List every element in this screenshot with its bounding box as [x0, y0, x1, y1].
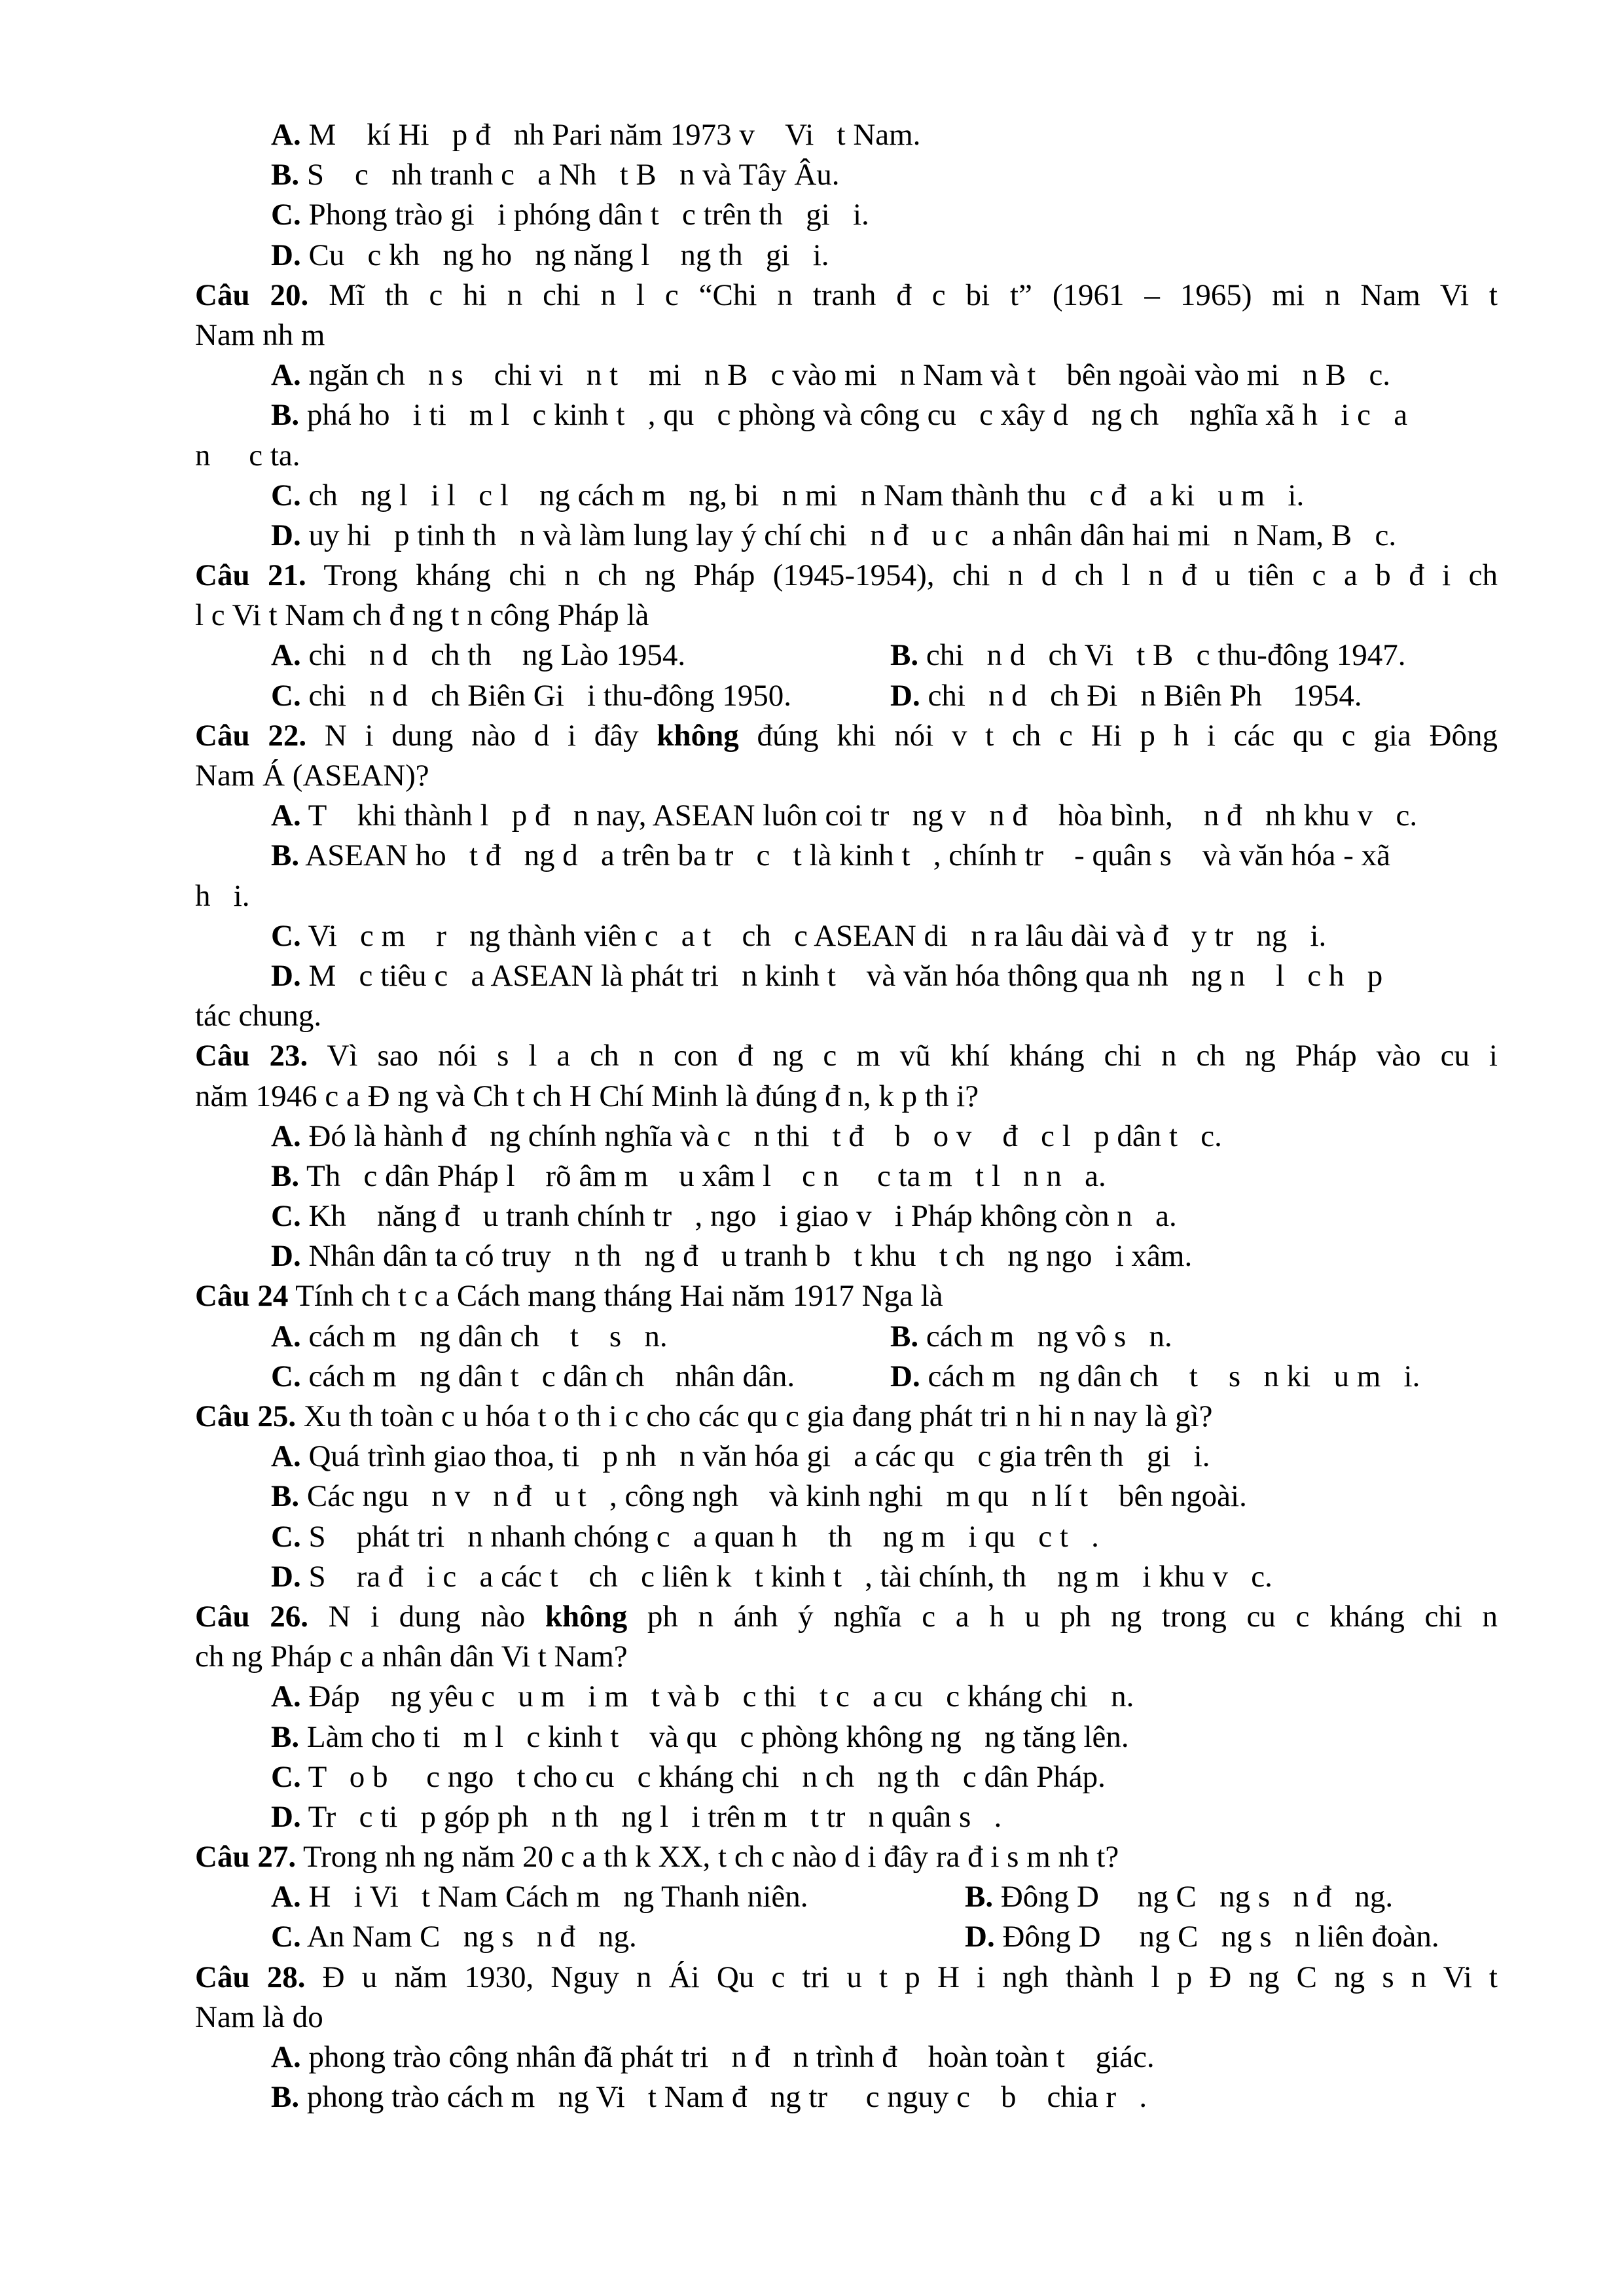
line-text: phá ho i ti m l c kinh t , qu c phòng và công cu c xây d ng ch nghĩa xã h i c a [299, 398, 1408, 433]
answer-option [271, 676, 890, 716]
answer-option-row [195, 636, 1498, 675]
line-text: ASEAN ho t đ ng d a trên ba tr c t là kinh t , chính tr - quân s và văn hóa - xã [299, 838, 1390, 873]
option-label: D. [965, 1920, 995, 1954]
option-text: cách m ng dân ch t s n ki u m i. [920, 1359, 1420, 1393]
answer-option [271, 1357, 890, 1397]
line-text: tác chung. [195, 999, 322, 1033]
answer-option-row [195, 676, 1498, 716]
question-stem [195, 1077, 1498, 1117]
answer-option [195, 836, 1498, 876]
question-number: Câu 28. [195, 1960, 306, 1994]
option-label: B. [271, 1158, 300, 1193]
answer-option [195, 236, 1498, 276]
line-text: Xu th toàn c u hóa t o th i c cho các qu c gia đang phát tri n hi n nay là gì? [296, 1399, 1213, 1433]
option-label: C. [271, 1759, 301, 1794]
option-label: A. [271, 638, 301, 673]
answer-option [195, 1757, 1498, 1797]
answer-option [195, 1157, 1498, 1196]
option-label: D. [890, 1359, 920, 1393]
option-label: B. [965, 1880, 994, 1914]
line-text: T khi thành l p đ n nay, ASEAN luôn coi tr ng v n đ hòa bình, n đ nh khu v c. [300, 798, 1418, 833]
line-text: M c tiêu c a ASEAN là phát tri n kinh t và văn hóa thông qua nh ng n l c h p [300, 958, 1383, 993]
answer-option [195, 1517, 1498, 1557]
question-stem [195, 276, 1498, 315]
answer-option [195, 1437, 1498, 1477]
option-text: Đông D ng C ng s n liên đoàn. [994, 1920, 1439, 1954]
answer-option [965, 1877, 1393, 1917]
answer-option [965, 1917, 1439, 1957]
line-text: N i dung nào d i đây không đúng khi nói v t ch c Hi p h i các qu c gia Đông [306, 718, 1498, 753]
question-stem [195, 1837, 1498, 1877]
line-text: Cu c kh ng ho ng năng l ng th gi i. [300, 238, 829, 272]
option-label: C. [271, 198, 301, 232]
question-stem [195, 756, 1498, 796]
line-text: Đ u năm 1930, Nguy n Ái Qu c tri u t p H i ngh thành l p Đ ng C ng s n Vi t [305, 1960, 1498, 1994]
option-label: A. [271, 118, 301, 152]
line-text: S ra đ i c a các t ch c liên k t kinh t , tài chính, th ng m i khu v c. [300, 1559, 1272, 1594]
line-text: Các ngu n v n đ u t , công ngh và kinh nghi m qu n lí t bên ngoài. [299, 1479, 1247, 1514]
answer-option [890, 636, 1405, 675]
question-stem [195, 596, 1498, 636]
line-text: Vi c m r ng thành viên c a t ch c ASEAN di n ra lâu dài và đ y tr ng i. [300, 918, 1327, 953]
question-number: Câu 20. [195, 278, 309, 312]
option-label: A. [271, 798, 301, 833]
answer-option [195, 155, 1498, 195]
line-text: Nam nh m [195, 317, 325, 352]
option-label: D. [271, 1559, 301, 1594]
answer-option [195, 2037, 1498, 2077]
option-label: C. [271, 1519, 301, 1554]
answer-option [195, 1236, 1498, 1276]
answer-option [195, 1557, 1498, 1597]
answer-option [195, 1477, 1498, 1516]
line-text: Th c dân Pháp l rõ âm m u xâm l c n c ta m t l n n a. [299, 1158, 1106, 1193]
answer-option [195, 2077, 1498, 2117]
line-text: Nam Á (ASEAN)? [195, 759, 429, 793]
answer-option [195, 916, 1498, 956]
exam-questions [195, 115, 1498, 2117]
answer-option [890, 1357, 1420, 1397]
option-label: D. [271, 958, 301, 993]
line-text: N i dung nào không ph n ánh ý nghĩa c a h u ph ng trong cu c kháng chi n [308, 1599, 1498, 1634]
option-label: B. [271, 398, 300, 433]
answer-option [271, 636, 890, 675]
option-label: A. [271, 1880, 301, 1914]
option-label: C. [271, 1359, 301, 1393]
option-label: B. [271, 1479, 300, 1514]
option-label: B. [890, 1319, 919, 1354]
answer-option [890, 1317, 1172, 1357]
option-label: C. [271, 1199, 301, 1234]
question-number: Câu 25. [195, 1399, 297, 1433]
answer-option [195, 115, 1498, 155]
option-label: A. [271, 1319, 301, 1354]
question-stem [195, 1036, 1498, 1076]
line-text: Vì sao nói s l a ch n con đ ng c m vũ khí kháng chi n ch ng Pháp vào cu i [308, 1039, 1498, 1073]
option-label: C. [271, 1920, 301, 1954]
question-stem [195, 716, 1498, 756]
option-text: cách m ng dân ch t s n. [300, 1319, 668, 1354]
line-text: h i. [195, 878, 250, 913]
answer-option [195, 1677, 1498, 1717]
answer-option-row [195, 1317, 1498, 1357]
line-text: S c nh tranh c a Nh t B n và Tây Âu. [299, 158, 840, 192]
line-text: Làm cho ti m l c kinh t và qu c phòng không ng ng tăng lên. [299, 1719, 1129, 1754]
option-text: chi n d ch Biên Gi i thu-đông 1950. [300, 678, 792, 713]
question-number: Câu 22. [195, 718, 307, 753]
option-label: C. [271, 918, 301, 953]
option-label: B. [890, 638, 919, 673]
line-text: Tính ch t c a Cách mang tháng Hai năm 1917 Nga là [288, 1279, 943, 1314]
option-text: chi n d ch Vi t B c thu-đông 1947. [918, 638, 1406, 673]
option-label: B. [271, 2080, 300, 2115]
answer-option [271, 1917, 965, 1957]
line-text: Quá trình giao thoa, ti p nh n văn hóa gi a các qu c gia trên th gi i. [300, 1439, 1210, 1474]
answer-option [195, 796, 1498, 836]
line-text: ch ng l i l c l ng cách m ng, bi n mi n Nam thành thu c đ a ki u m i. [300, 478, 1305, 512]
line-text: Phong trào gi i phóng dân t c trên th gi i. [300, 198, 869, 232]
option-label: D. [271, 518, 301, 552]
line-text: uy hi p tinh th n và làm lung lay ý chí chi n đ u c a nhân dân hai mi n Nam, B c. [300, 518, 1397, 552]
answer-option [195, 1797, 1498, 1837]
option-label: C. [271, 478, 301, 512]
answer-option [195, 355, 1498, 395]
line-text: M kí Hi p đ nh Pari năm 1973 v Vi t Nam. [300, 118, 921, 152]
answer-option [271, 1877, 965, 1917]
line-text: T o b c ngo t cho cu c kháng chi n ch ng th c dân Pháp. [300, 1759, 1106, 1794]
answer-option [195, 1117, 1498, 1157]
line-text: Đáp ng yêu c u m i m t và b c thi t c a cu c kháng chi n. [300, 1679, 1134, 1714]
emphasis-keyword: không [657, 718, 739, 753]
option-text: An Nam C ng s n đ ng. [300, 1920, 637, 1954]
answer-option [195, 516, 1498, 556]
answer-option [195, 195, 1498, 235]
question-stem [195, 1597, 1498, 1637]
emphasis-keyword: không [545, 1599, 628, 1634]
line-text: n c ta. [195, 438, 300, 473]
option-label: A. [271, 2040, 301, 2074]
question-number: Câu 26. [195, 1599, 308, 1634]
option-text: cách m ng dân t c dân ch nhân dân. [300, 1359, 795, 1393]
answer-option [890, 676, 1362, 716]
line-text: Nhân dân ta có truy n th ng đ u tranh b t khu t ch ng ngo i xâm. [300, 1239, 1193, 1274]
question-stem [195, 1958, 1498, 1998]
answer-option-continuation [195, 436, 1498, 476]
line-text: Kh năng đ u tranh chính tr , ngo i giao v i Pháp không còn n a. [300, 1199, 1177, 1234]
line-text: ngăn ch n s chi vi n t mi n B c vào mi n Nam và t bên ngoài vào mi n B c. [300, 358, 1391, 393]
line-text: Đó là hành đ ng chính nghĩa và c n thi t đ b o v đ c l p dân t c. [300, 1119, 1222, 1153]
option-label: B. [271, 1719, 300, 1754]
answer-option-continuation [195, 996, 1498, 1036]
option-text: chi n d ch th ng Lào 1954. [300, 638, 686, 673]
answer-option-row [195, 1357, 1498, 1397]
question-stem [195, 1276, 1498, 1316]
answer-option [195, 395, 1498, 435]
line-text: năm 1946 c a Đ ng và Ch t ch H Chí Minh là đúng đ n, k p th i? [195, 1079, 979, 1113]
answer-option [195, 1196, 1498, 1236]
question-number: Câu 21. [195, 558, 306, 593]
option-label: D. [271, 1799, 301, 1834]
line-text: Mĩ th c hi n chi n l c “Chi n tranh đ c bi t” (1961 – 1965) mi n Nam Vi t [308, 278, 1498, 312]
question-stem [195, 1397, 1498, 1437]
answer-option-continuation [195, 876, 1498, 916]
option-label: A. [271, 1439, 301, 1474]
line-text: phong trào công nhân đã phát tri n đ n trình đ hoàn toàn t giác. [300, 2040, 1155, 2074]
line-text: ch ng Pháp c a nhân dân Vi t Nam? [195, 1640, 628, 1674]
option-text: chi n d ch Đi n Biên Ph 1954. [920, 678, 1362, 713]
option-text: cách m ng vô s n. [918, 1319, 1172, 1354]
option-label: A. [271, 1119, 301, 1153]
answer-option [195, 956, 1498, 996]
question-number: Câu 23. [195, 1039, 308, 1073]
option-label: B. [271, 158, 300, 192]
answer-option [271, 1317, 890, 1357]
question-stem [195, 1637, 1498, 1677]
line-text: Trong nh ng năm 20 c a th k XX, t ch c nào d i đây ra đ i s m nh t? [296, 1840, 1119, 1874]
option-label: A. [271, 358, 301, 393]
question-stem [195, 556, 1498, 596]
answer-option [195, 1717, 1498, 1757]
line-text: Tr c ti p góp ph n th ng l i trên m t tr n quân s . [300, 1799, 1002, 1834]
line-text: phong trào cách m ng Vi t Nam đ ng tr c nguy c b chia r . [299, 2080, 1147, 2115]
question-stem [195, 1998, 1498, 2037]
question-number: Câu 24 [195, 1279, 289, 1314]
question-stem [195, 315, 1498, 355]
option-text: Đông D ng C ng s n đ ng. [993, 1880, 1394, 1914]
option-label: D. [271, 238, 301, 272]
option-label: D. [271, 1239, 301, 1274]
answer-option-row [195, 1877, 1498, 1917]
line-text: l c Vi t Nam ch đ ng t n công Pháp là [195, 598, 649, 633]
question-number: Câu 27. [195, 1840, 297, 1874]
line-text: Nam là do [195, 2000, 323, 2034]
line-text: Trong kháng chi n ch ng Pháp (1945-1954), chi n d ch l n đ u tiên c a b đ i ch [306, 558, 1498, 593]
option-label: A. [271, 1679, 301, 1714]
line-text: S phát tri n nhanh chóng c a quan h th ng m i qu c t . [300, 1519, 1099, 1554]
option-text: H i Vi t Nam Cách m ng Thanh niên. [300, 1880, 808, 1914]
answer-option [195, 476, 1498, 516]
option-label: B. [271, 838, 300, 873]
option-label: D. [890, 678, 920, 713]
option-label: C. [271, 678, 301, 713]
answer-option-row [195, 1917, 1498, 1957]
